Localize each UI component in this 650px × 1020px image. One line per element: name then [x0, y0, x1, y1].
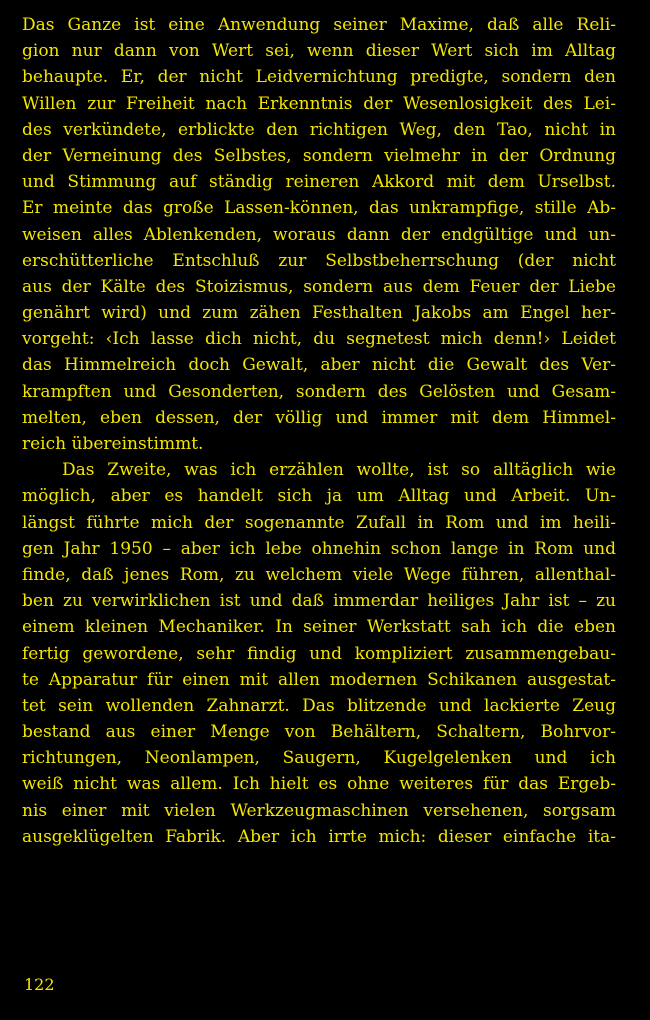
text-line: erschütterliche Entschluß zur Selbstbeherrschung (der nicht: [22, 250, 616, 271]
text-line: gion nur dann von Wert sei, wenn dieser Wert sich im Alltag: [22, 41, 616, 62]
body-text: [22, 12, 616, 850]
text-line: aus der Kälte des Stoizismus, sondern aus dem Feuer der Liebe: [22, 276, 616, 297]
paragraph-first-line: Das Zweite, was ich erzählen wollte, ist so alltäglich wie: [62, 460, 616, 481]
text-line: vorgeht: ‹Ich lasse dich nicht, du segnetest mich denn!› Leidet: [22, 329, 616, 350]
text-line: richtungen, Neonlampen, Saugern, Kugelgelenken und ich: [22, 748, 616, 769]
text-line: weisen alles Ablenkenden, woraus dann der endgültige und un-: [22, 224, 616, 245]
text-line: weiß nicht was allem. Ich hielt es ohne weiteres für das Ergeb-: [22, 774, 616, 795]
text-line: und Stimmung auf ständig reineren Akkord mit dem Urselbst.: [22, 172, 616, 193]
text-line: längst führte mich der sogenannte Zufall in Rom und im heili-: [22, 512, 616, 533]
text-line: Er meinte das große Lassen-können, das unkrampfige, stille Ab-: [22, 198, 616, 219]
text-line: te Apparatur für einen mit allen modernen Schikanen ausgestat-: [22, 669, 616, 690]
text-line: gen Jahr 1950 – aber ich lebe ohnehin schon lange in Rom und: [22, 538, 616, 559]
text-line: fertig gewordene, sehr findig und kompliziert zusammengebau-: [22, 643, 616, 664]
text-line: einem kleinen Mechaniker. In seiner Werkstatt sah ich die eben: [22, 617, 616, 638]
text-line: genährt wird) und zum zähen Festhalten Jakobs am Engel her-: [22, 303, 616, 324]
text-line: möglich, aber es handelt sich ja um Alltag und Arbeit. Un-: [22, 486, 616, 507]
text-line: Das Ganze ist eine Anwendung seiner Maxime, daß alle Reli-: [22, 15, 616, 35]
text-line: tet sein wollenden Zahnarzt. Das blitzende und lackierte Zeug: [22, 695, 616, 716]
text-line: finde, daß jenes Rom, zu welchem viele Wege führen, allenthal-: [22, 564, 616, 585]
text-line: der Verneinung des Selbstes, sondern vielmehr in der Ordnung: [22, 145, 616, 166]
page-number: 122: [24, 975, 55, 994]
text-line: ben zu verwirklichen ist und daß immerdar heiliges Jahr ist – zu: [22, 591, 616, 612]
text-line: melten, eben dessen, der völlig und immer mit dem Himmel-: [22, 407, 616, 428]
text-line: Willen zur Freiheit nach Erkenntnis der Wesenlosigkeit des Lei-: [22, 93, 616, 114]
text-line: nis einer mit vielen Werkzeugmaschinen versehenen, sorgsam: [22, 800, 616, 821]
text-line: reich übereinstimmt.: [22, 434, 204, 454]
text-line: des verkündete, erblickte den richtigen Weg, den Tao, nicht in: [22, 119, 616, 140]
text-line: krampften und Gesonderten, sondern des Gelösten und Gesam-: [22, 381, 616, 402]
text-line: behaupte. Er, der nicht Leidvernichtung predigte, sondern den: [22, 67, 616, 88]
text-line: ausgeklügelten Fabrik. Aber ich irrte mich: dieser einfache ita-: [22, 826, 616, 847]
text-line: bestand aus einer Menge von Behältern, Schaltern, Bohrvor-: [22, 722, 616, 743]
text-line: das Himmelreich doch Gewalt, aber nicht die Gewalt des Ver-: [22, 355, 616, 376]
